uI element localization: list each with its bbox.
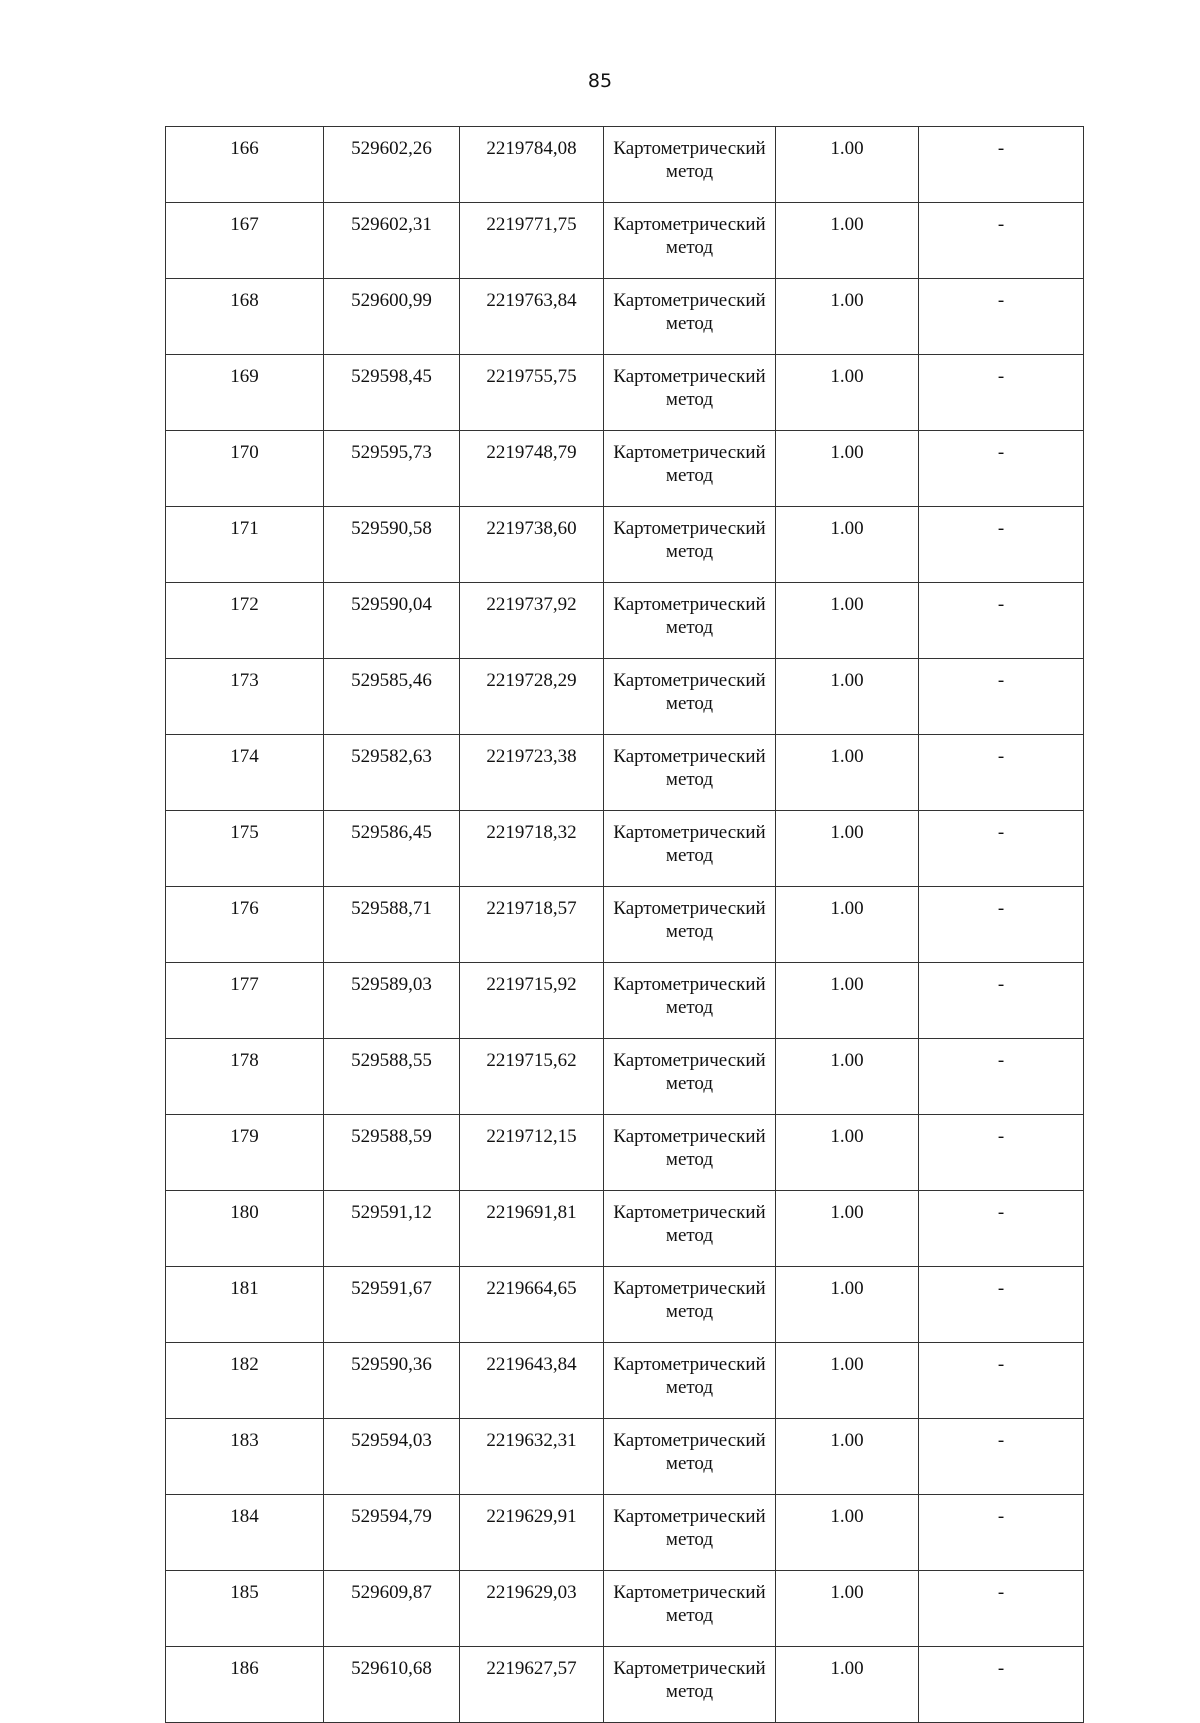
x-coordinate-cell: 529594,79 [324, 1495, 460, 1571]
table-row [166, 1115, 1084, 1191]
table-row [166, 887, 1084, 963]
note-cell: - [919, 659, 1084, 735]
point-number-cell: 178 [166, 1039, 324, 1115]
method-line-1: Картометрический [613, 214, 766, 235]
table-row [166, 1191, 1084, 1267]
x-coordinate-cell: 529602,26 [324, 127, 460, 203]
page-number: 85 [587, 70, 613, 92]
note-cell: - [919, 1571, 1084, 1647]
method-line-1: Картометрический [613, 1126, 766, 1147]
accuracy-cell: 1.00 [776, 811, 919, 887]
accuracy-cell: 1.00 [776, 203, 919, 279]
x-coordinate-cell: 529610,68 [324, 1647, 460, 1723]
y-coordinate-cell: 2219763,84 [460, 279, 604, 355]
point-number-cell: 177 [166, 963, 324, 1039]
point-number-cell: 182 [166, 1343, 324, 1419]
table-row [166, 431, 1084, 507]
note-cell: - [919, 735, 1084, 811]
note-cell: - [919, 355, 1084, 431]
method-line-1: Картометрический [613, 442, 766, 463]
note-cell: - [919, 431, 1084, 507]
x-coordinate-cell: 529589,03 [324, 963, 460, 1039]
method-line-2: метод [665, 921, 714, 942]
method-line-1: Картометрический [613, 1202, 766, 1223]
method-line-1: Картометрический [613, 1430, 766, 1451]
note-cell: - [919, 1647, 1084, 1723]
note-cell: - [919, 279, 1084, 355]
x-coordinate-cell: 529600,99 [324, 279, 460, 355]
method-line-2: метод [665, 1225, 714, 1246]
note-cell: - [919, 507, 1084, 583]
method-line-1: Картометрический [613, 974, 766, 995]
note-cell: - [919, 203, 1084, 279]
method-line-2: метод [665, 313, 714, 334]
method-line-1: Картометрический [613, 1582, 766, 1603]
accuracy-cell: 1.00 [776, 583, 919, 659]
method-line-1: Картометрический [613, 898, 766, 919]
y-coordinate-cell: 2219629,03 [460, 1571, 604, 1647]
method-line-2: метод [665, 1529, 714, 1550]
table-row [166, 659, 1084, 735]
table-row [166, 811, 1084, 887]
method-cell [604, 431, 776, 507]
y-coordinate-cell: 2219784,08 [460, 127, 604, 203]
table-row [166, 583, 1084, 659]
y-coordinate-cell: 2219718,57 [460, 887, 604, 963]
y-coordinate-cell: 2219755,75 [460, 355, 604, 431]
x-coordinate-cell: 529588,59 [324, 1115, 460, 1191]
method-cell [604, 1191, 776, 1267]
note-cell: - [919, 1419, 1084, 1495]
accuracy-cell: 1.00 [776, 507, 919, 583]
point-number-cell: 185 [166, 1571, 324, 1647]
table-row [166, 1343, 1084, 1419]
method-line-2: метод [665, 1605, 714, 1626]
method-line-2: метод [665, 1377, 714, 1398]
note-cell: - [919, 1343, 1084, 1419]
note-cell: - [919, 963, 1084, 1039]
point-number-cell: 172 [166, 583, 324, 659]
accuracy-cell: 1.00 [776, 659, 919, 735]
method-cell [604, 507, 776, 583]
note-cell: - [919, 583, 1084, 659]
y-coordinate-cell: 2219748,79 [460, 431, 604, 507]
method-line-2: метод [665, 1681, 714, 1702]
method-line-2: метод [665, 465, 714, 486]
method-line-2: метод [665, 237, 714, 258]
table-row [166, 507, 1084, 583]
x-coordinate-cell: 529585,46 [324, 659, 460, 735]
method-line-2: метод [665, 845, 714, 866]
x-coordinate-cell: 529595,73 [324, 431, 460, 507]
point-number-cell: 184 [166, 1495, 324, 1571]
point-number-cell: 176 [166, 887, 324, 963]
accuracy-cell: 1.00 [776, 127, 919, 203]
method-cell [604, 1419, 776, 1495]
method-cell [604, 203, 776, 279]
method-line-1: Картометрический [613, 138, 766, 159]
x-coordinate-cell: 529591,12 [324, 1191, 460, 1267]
point-number-cell: 186 [166, 1647, 324, 1723]
point-number-cell: 168 [166, 279, 324, 355]
method-cell [604, 355, 776, 431]
x-coordinate-cell: 529588,71 [324, 887, 460, 963]
method-cell [604, 735, 776, 811]
method-line-2: метод [665, 1073, 714, 1094]
method-cell [604, 127, 776, 203]
method-line-2: метод [665, 769, 714, 790]
method-cell [604, 1115, 776, 1191]
note-cell: - [919, 1115, 1084, 1191]
method-line-2: метод [665, 997, 714, 1018]
method-line-2: метод [665, 617, 714, 638]
table-row [166, 1571, 1084, 1647]
x-coordinate-cell: 529586,45 [324, 811, 460, 887]
method-cell [604, 1647, 776, 1723]
accuracy-cell: 1.00 [776, 735, 919, 811]
point-number-cell: 174 [166, 735, 324, 811]
method-cell [604, 1571, 776, 1647]
method-cell [604, 963, 776, 1039]
method-cell [604, 887, 776, 963]
x-coordinate-cell: 529590,36 [324, 1343, 460, 1419]
point-number-cell: 181 [166, 1267, 324, 1343]
point-number-cell: 183 [166, 1419, 324, 1495]
y-coordinate-cell: 2219737,92 [460, 583, 604, 659]
method-cell [604, 811, 776, 887]
accuracy-cell: 1.00 [776, 431, 919, 507]
method-line-1: Картометрический [613, 290, 766, 311]
point-number-cell: 173 [166, 659, 324, 735]
x-coordinate-cell: 529590,58 [324, 507, 460, 583]
y-coordinate-cell: 2219632,31 [460, 1419, 604, 1495]
x-coordinate-cell: 529609,87 [324, 1571, 460, 1647]
method-line-1: Картометрический [613, 1354, 766, 1375]
y-coordinate-cell: 2219691,81 [460, 1191, 604, 1267]
note-cell: - [919, 1039, 1084, 1115]
x-coordinate-cell: 529594,03 [324, 1419, 460, 1495]
table-row [166, 127, 1084, 203]
method-line-1: Картометрический [613, 1050, 766, 1071]
y-coordinate-cell: 2219715,62 [460, 1039, 604, 1115]
table-row [166, 963, 1084, 1039]
point-number-cell: 170 [166, 431, 324, 507]
note-cell: - [919, 1267, 1084, 1343]
y-coordinate-cell: 2219723,38 [460, 735, 604, 811]
method-line-1: Картометрический [613, 594, 766, 615]
coordinates-table-body [166, 127, 1084, 1723]
note-cell: - [919, 811, 1084, 887]
point-number-cell: 175 [166, 811, 324, 887]
accuracy-cell: 1.00 [776, 1191, 919, 1267]
table-row [166, 735, 1084, 811]
method-line-2: метод [665, 1301, 714, 1322]
accuracy-cell: 1.00 [776, 1267, 919, 1343]
method-cell [604, 1343, 776, 1419]
y-coordinate-cell: 2219712,15 [460, 1115, 604, 1191]
method-cell [604, 659, 776, 735]
method-cell [604, 1495, 776, 1571]
table-row [166, 1267, 1084, 1343]
point-number-cell: 169 [166, 355, 324, 431]
point-number-cell: 179 [166, 1115, 324, 1191]
method-line-1: Картометрический [613, 1658, 766, 1679]
method-line-2: метод [665, 1453, 714, 1474]
method-cell [604, 1267, 776, 1343]
point-number-cell: 171 [166, 507, 324, 583]
table-row [166, 203, 1084, 279]
coordinates-table [165, 126, 1084, 1723]
x-coordinate-cell: 529598,45 [324, 355, 460, 431]
accuracy-cell: 1.00 [776, 1039, 919, 1115]
method-line-1: Картометрический [613, 1278, 766, 1299]
x-coordinate-cell: 529582,63 [324, 735, 460, 811]
x-coordinate-cell: 529590,04 [324, 583, 460, 659]
table-row [166, 279, 1084, 355]
accuracy-cell: 1.00 [776, 887, 919, 963]
method-line-2: метод [665, 541, 714, 562]
note-cell: - [919, 1191, 1084, 1267]
y-coordinate-cell: 2219728,29 [460, 659, 604, 735]
method-line-1: Картометрический [613, 1506, 766, 1527]
method-line-1: Картометрический [613, 366, 766, 387]
method-line-1: Картометрический [613, 670, 766, 691]
method-line-1: Картометрический [613, 746, 766, 767]
accuracy-cell: 1.00 [776, 1571, 919, 1647]
method-line-1: Картометрический [613, 822, 766, 843]
note-cell: - [919, 887, 1084, 963]
note-cell: - [919, 127, 1084, 203]
method-cell [604, 279, 776, 355]
accuracy-cell: 1.00 [776, 279, 919, 355]
table-row [166, 1495, 1084, 1571]
method-line-2: метод [665, 1149, 714, 1170]
method-line-2: метод [665, 389, 714, 410]
accuracy-cell: 1.00 [776, 1115, 919, 1191]
method-line-1: Картометрический [613, 518, 766, 539]
accuracy-cell: 1.00 [776, 1419, 919, 1495]
point-number-cell: 167 [166, 203, 324, 279]
y-coordinate-cell: 2219771,75 [460, 203, 604, 279]
accuracy-cell: 1.00 [776, 355, 919, 431]
method-cell [604, 1039, 776, 1115]
point-number-cell: 166 [166, 127, 324, 203]
y-coordinate-cell: 2219718,32 [460, 811, 604, 887]
y-coordinate-cell: 2219715,92 [460, 963, 604, 1039]
table-row [166, 355, 1084, 431]
table-row [166, 1647, 1084, 1723]
y-coordinate-cell: 2219738,60 [460, 507, 604, 583]
accuracy-cell: 1.00 [776, 963, 919, 1039]
accuracy-cell: 1.00 [776, 1647, 919, 1723]
x-coordinate-cell: 529588,55 [324, 1039, 460, 1115]
note-cell: - [919, 1495, 1084, 1571]
method-line-2: метод [665, 693, 714, 714]
x-coordinate-cell: 529602,31 [324, 203, 460, 279]
accuracy-cell: 1.00 [776, 1343, 919, 1419]
x-coordinate-cell: 529591,67 [324, 1267, 460, 1343]
method-line-2: метод [665, 161, 714, 182]
table-row [166, 1039, 1084, 1115]
y-coordinate-cell: 2219627,57 [460, 1647, 604, 1723]
table-row [166, 1419, 1084, 1495]
accuracy-cell: 1.00 [776, 1495, 919, 1571]
y-coordinate-cell: 2219629,91 [460, 1495, 604, 1571]
point-number-cell: 180 [166, 1191, 324, 1267]
method-cell [604, 583, 776, 659]
y-coordinate-cell: 2219664,65 [460, 1267, 604, 1343]
y-coordinate-cell: 2219643,84 [460, 1343, 604, 1419]
